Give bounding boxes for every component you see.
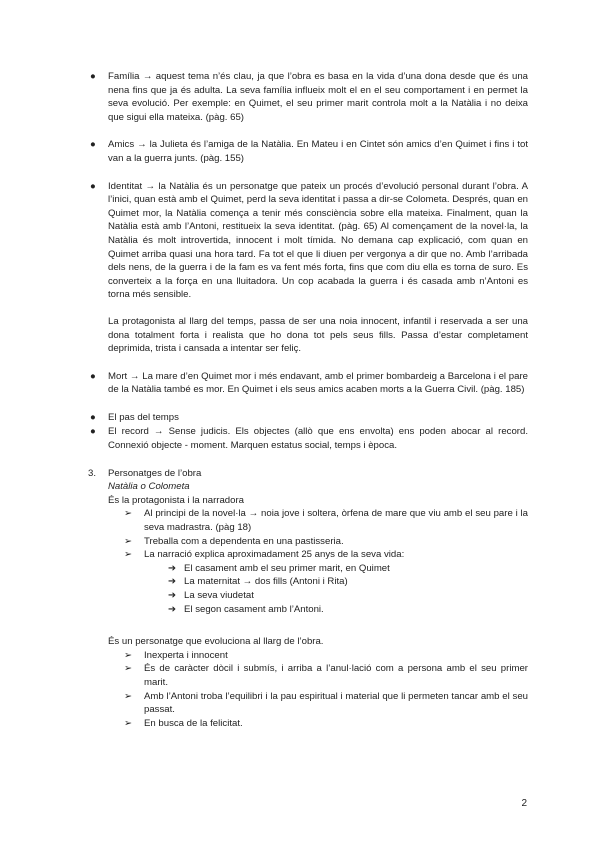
list-item-text: Amb l’Antoni troba l’equilibri i la pau espiritual i material que li permeten tancar amb el seu passat.	[144, 690, 528, 716]
bullet-familia	[88, 70, 528, 124]
arrowhead-icon: ➢	[124, 717, 133, 729]
life-events-list	[144, 562, 528, 616]
sub-list-item-text: El casament amb el seu primer marit, en Quimet	[184, 562, 390, 574]
list-item-text: En busca de la felicitat.	[144, 717, 243, 729]
arrow-icon: ➔	[168, 603, 177, 615]
section-intro: És la protagonista i la narradora	[108, 494, 244, 506]
arrow-icon: ➔	[168, 576, 177, 588]
bullet-dot: ●	[90, 370, 96, 382]
sub-list-item-text: La seva viudetat	[184, 590, 254, 601]
section-intro-2: És un personatge que evoluciona al llarg de l’obra.	[108, 636, 324, 648]
bullet-paragraph: La protagonista al llarg del temps, passa de ser una noia innocent, infantil i reservada a ser una dona totalment forta i realista que ho dona tot pels seus fills. Passa d’estar completament deprimida, trista i cansada a intentar ser feliç.	[108, 315, 528, 355]
list-item-text: La narració explica aproximadament 25 anys de la seva vida:	[144, 549, 405, 561]
bullet-text: Amics → la Julieta és l’amiga de la Natàlia. En Mateu i en Cintet són amics d’en Quimet i fins i tot van a la guerra junts. (pàg. 155)	[108, 139, 528, 164]
bullet-dot: ●	[90, 411, 96, 423]
sub-list-item	[168, 603, 528, 617]
arrowhead-icon: ➢	[124, 649, 133, 661]
bullet-dot: ●	[90, 426, 96, 438]
bullet-dot: ●	[90, 180, 96, 192]
page-content	[88, 70, 528, 730]
section-personatges	[88, 467, 528, 617]
arrow-icon: ➔	[168, 590, 177, 601]
bullet-dot: ●	[90, 139, 96, 151]
section-number: 3.	[88, 467, 97, 479]
sub-list-item	[168, 589, 528, 603]
list-item	[124, 535, 528, 549]
bullet-amics	[88, 138, 528, 165]
section-subtitle: Natàlia o Colometa	[108, 481, 190, 493]
sub-list-item	[168, 562, 528, 576]
arrowhead-icon: ➢	[124, 508, 133, 520]
section-title: Personatges de l’obra	[108, 467, 202, 479]
list-item-text: Treballa com a dependenta en una pastisseria.	[144, 535, 344, 547]
bullet-text: Mort → La mare d’en Quimet mor i més endavant, amb el primer bombardeig a Barcelona i el pare de la Natàlia també es mor. En Quimet i els seus amics acaben morts a la Guerra Civil. (pàg. 185)	[108, 370, 528, 396]
bullet-dot: ●	[90, 71, 96, 82]
section-evolution	[88, 635, 528, 730]
list-item	[124, 507, 528, 534]
bullet-pas-del-temps	[88, 411, 528, 425]
evolution-list	[108, 649, 528, 731]
bullet-text: El pas del temps	[108, 411, 179, 423]
bullet-paragraph: Identitat → la Natàlia és un personatge que pateix un procés d’evolució personal durant l’obra. A l’inici, quan està amb el Quimet, perd la seva identitat i passa a dir-se Colometa. Després, quan en Quimet mor, la Natàlia comença a tenir més consciència sobre ella mateixa. Finalment, quan la Natàlia està amb l’Antoni, restitueix la seva identitat. (pàg. 65) Al començament de la novel·la, la Natàlia és molt introvertida, innocent i molt tímida. No demana cap explicació, com quan en Quimet arriba quasi una hora tard. Fa tot el que li diuen per vergonya a dir que no. Amb l’arribada dels nens, de la guerra i de la fam es va fent més forta, fins que com diu ella es torna de suro. Es converteix a la força en una lluitadora. Un cop acabada la guerra i és casada amb n’Antoni es torna més sensible.	[108, 180, 528, 301]
list-item	[124, 717, 528, 731]
list-item	[124, 662, 528, 689]
page-number: 2	[521, 798, 527, 809]
list-item	[124, 548, 528, 616]
arrow-icon: ➔	[168, 562, 177, 574]
bullet-mort	[88, 370, 528, 397]
list-item	[124, 649, 528, 663]
list-item-text: Al principi de la novel·la → noia jove i soltera, òrfena de mare que viu amb el seu pare i la seva madrastra. (pàg 18)	[144, 508, 528, 534]
list-item	[124, 690, 528, 717]
bullet-record	[88, 425, 528, 452]
list-item-text: Inexperta i innocent	[144, 649, 228, 661]
arrowhead-icon: ➢	[124, 549, 133, 561]
arrowhead-icon: ➢	[124, 663, 133, 675]
character-traits-list	[108, 507, 528, 616]
sub-list-item-text: El segon casament amb l’Antoni.	[184, 603, 324, 615]
bullet-text: Família → aquest tema n’és clau, ja que l’obra es basa en la vida d’una dona desde que és una nena fins que ja és adulta. La seva família influeix molt el en el seu comportament i en permet la seva evolució. Per exemple: en Quimet, el seu primer marit controla molt a la Natàlia i no deixa que sigui ella mateixa. (pàg. 65)	[108, 71, 528, 123]
spacer	[88, 616, 528, 630]
arrowhead-icon: ➢	[124, 690, 133, 702]
sub-list-item	[168, 575, 528, 589]
bullet-identitat	[88, 180, 528, 356]
list-item-text: És de caràcter dòcil i submís, i arriba a l’anul·lació com a persona amb el seu primer marit.	[144, 663, 528, 688]
bullet-text: El record → Sense judicis. Els objectes (allò que ens envolta) ens poden abocar al record. Connexió objecte - moment. Marquen estatus social, temps i època.	[108, 426, 528, 452]
arrowhead-icon: ➢	[124, 535, 133, 547]
sub-list-item-text: La maternitat → dos fills (Antoni i Rita)	[184, 576, 348, 588]
